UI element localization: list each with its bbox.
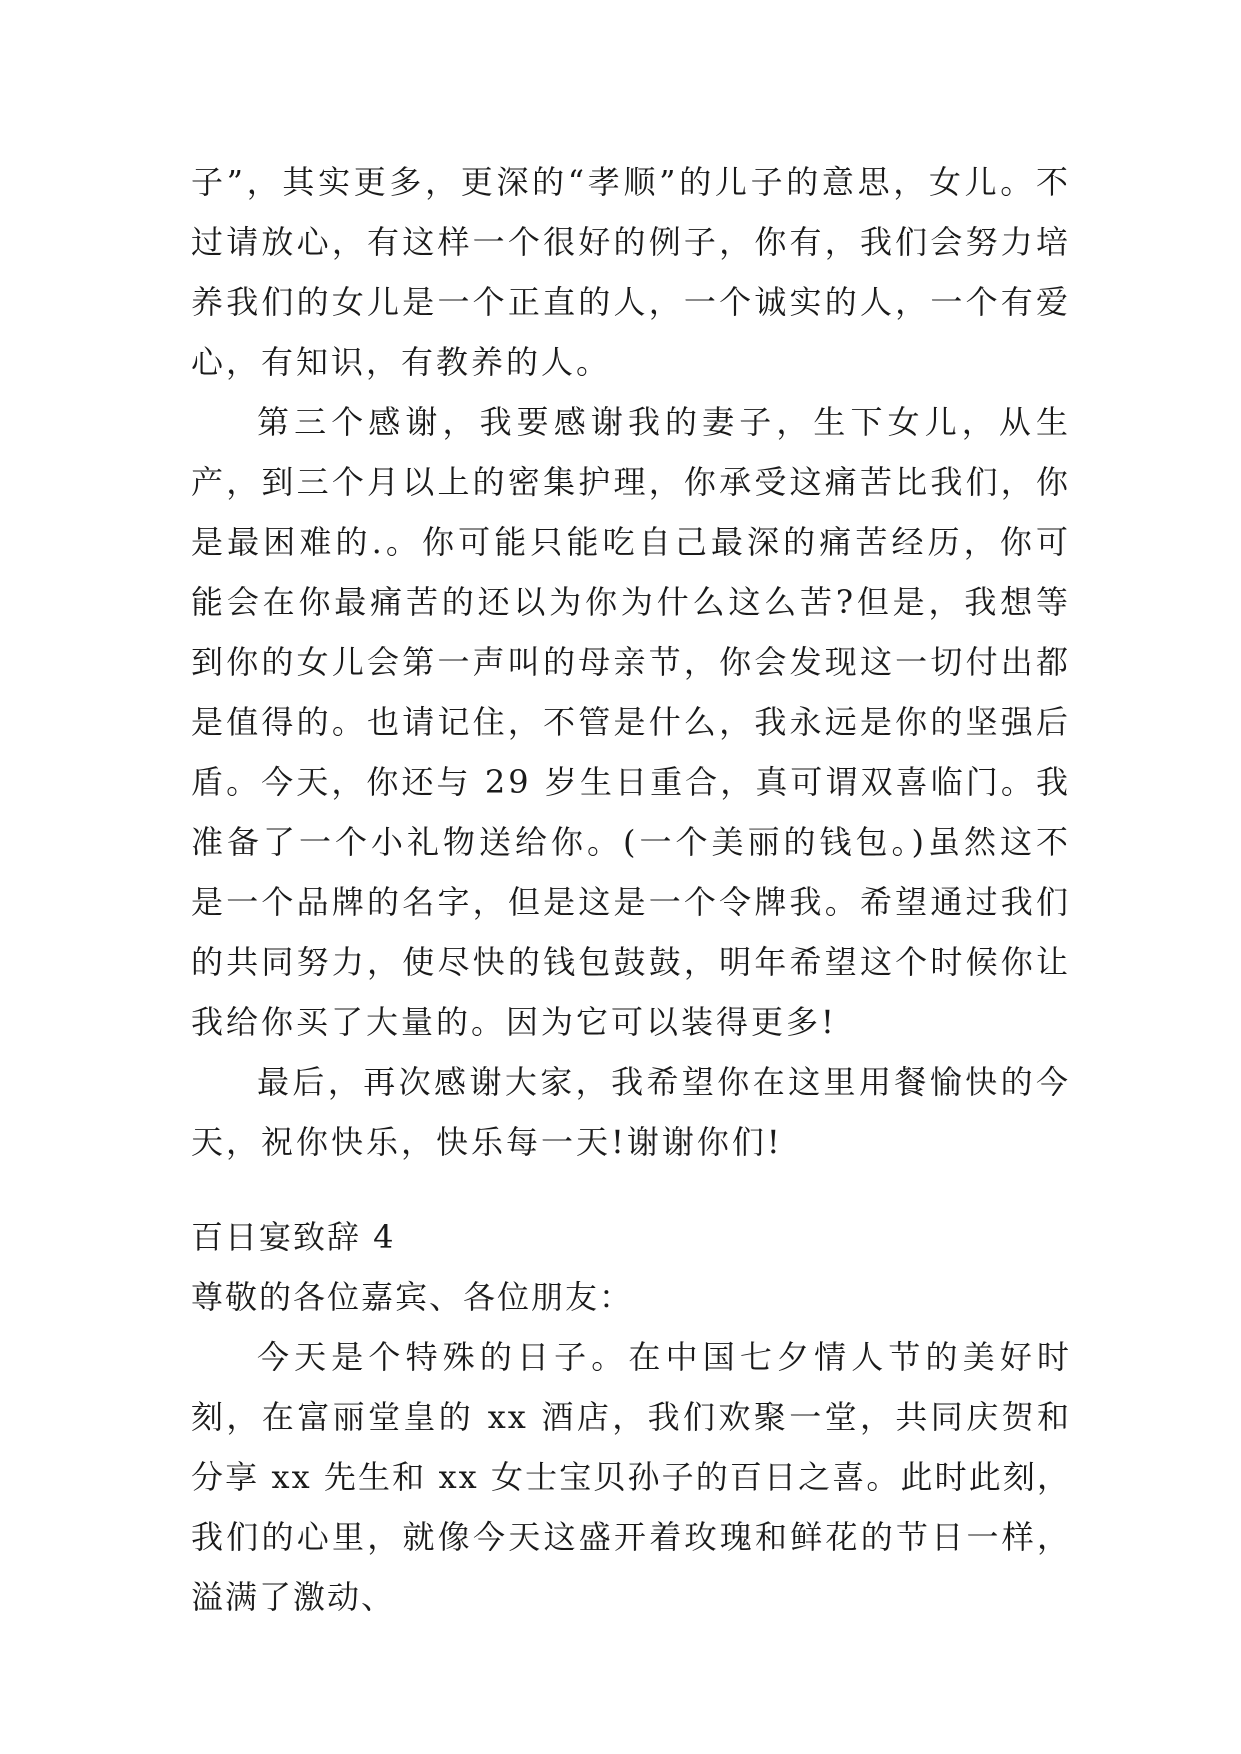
salutation: 尊敬的各位嘉宾、各位朋友：	[191, 1278, 634, 1316]
speech-3-body	[191, 152, 1071, 1172]
paragraph-third-thanks: 第三个感谢，我要感谢我的妻子，生下女儿，从生产，到三个月以上的密集护理，你承受这痛苦比我们，你是最困难的.。你可能只能吃自己最深的痛苦经历，你可能会在你最痛苦的还以为你为什么这么苦?但是，我想等到你的女儿会第一声叫的母亲节，你会发现这一切付出都是值得的。也请记住，不管是什么，我永远是你的坚强后盾。今天，你还与 29 岁生日重合，真可谓双喜临门。我准备了一个小礼物送给你。(一个美丽的钱包。)虽然这不是一个品牌的名字，但是这是一个令牌我。希望通过我们的共同努力，使尽快的钱包鼓鼓，明年希望这个时候你让我给你买了大量的。因为它可以装得更多!	[191, 403, 1071, 1041]
paragraph-closing: 最后，再次感谢大家，我希望你在这里用餐愉快的今天，祝你快乐，快乐每一天!谢谢你们!	[191, 1063, 1071, 1161]
paragraph-continued: 子”，其实更多，更深的“孝顺”的儿子的意思，女儿。不过请放心，有这样一个很好的例子，你有，我们会努力培养我们的女儿是一个正直的人，一个诚实的人，一个有爱心，有知识，有教养的人。	[191, 163, 1071, 381]
paragraph-opening: 今天是个特殊的日子。在中国七夕情人节的美好时刻，在富丽堂皇的 xx 酒店，我们欢聚一堂，共同庆贺和分享 xx 先生和 xx 女士宝贝孙子的百日之喜。此时此刻，我们的心里，就像今天这盛开着玫瑰和鲜花的节日一样，溢满了激动、	[191, 1338, 1071, 1616]
speech-4-body	[191, 1207, 1071, 1627]
section-title: 百日宴致辞 4	[191, 1218, 396, 1256]
